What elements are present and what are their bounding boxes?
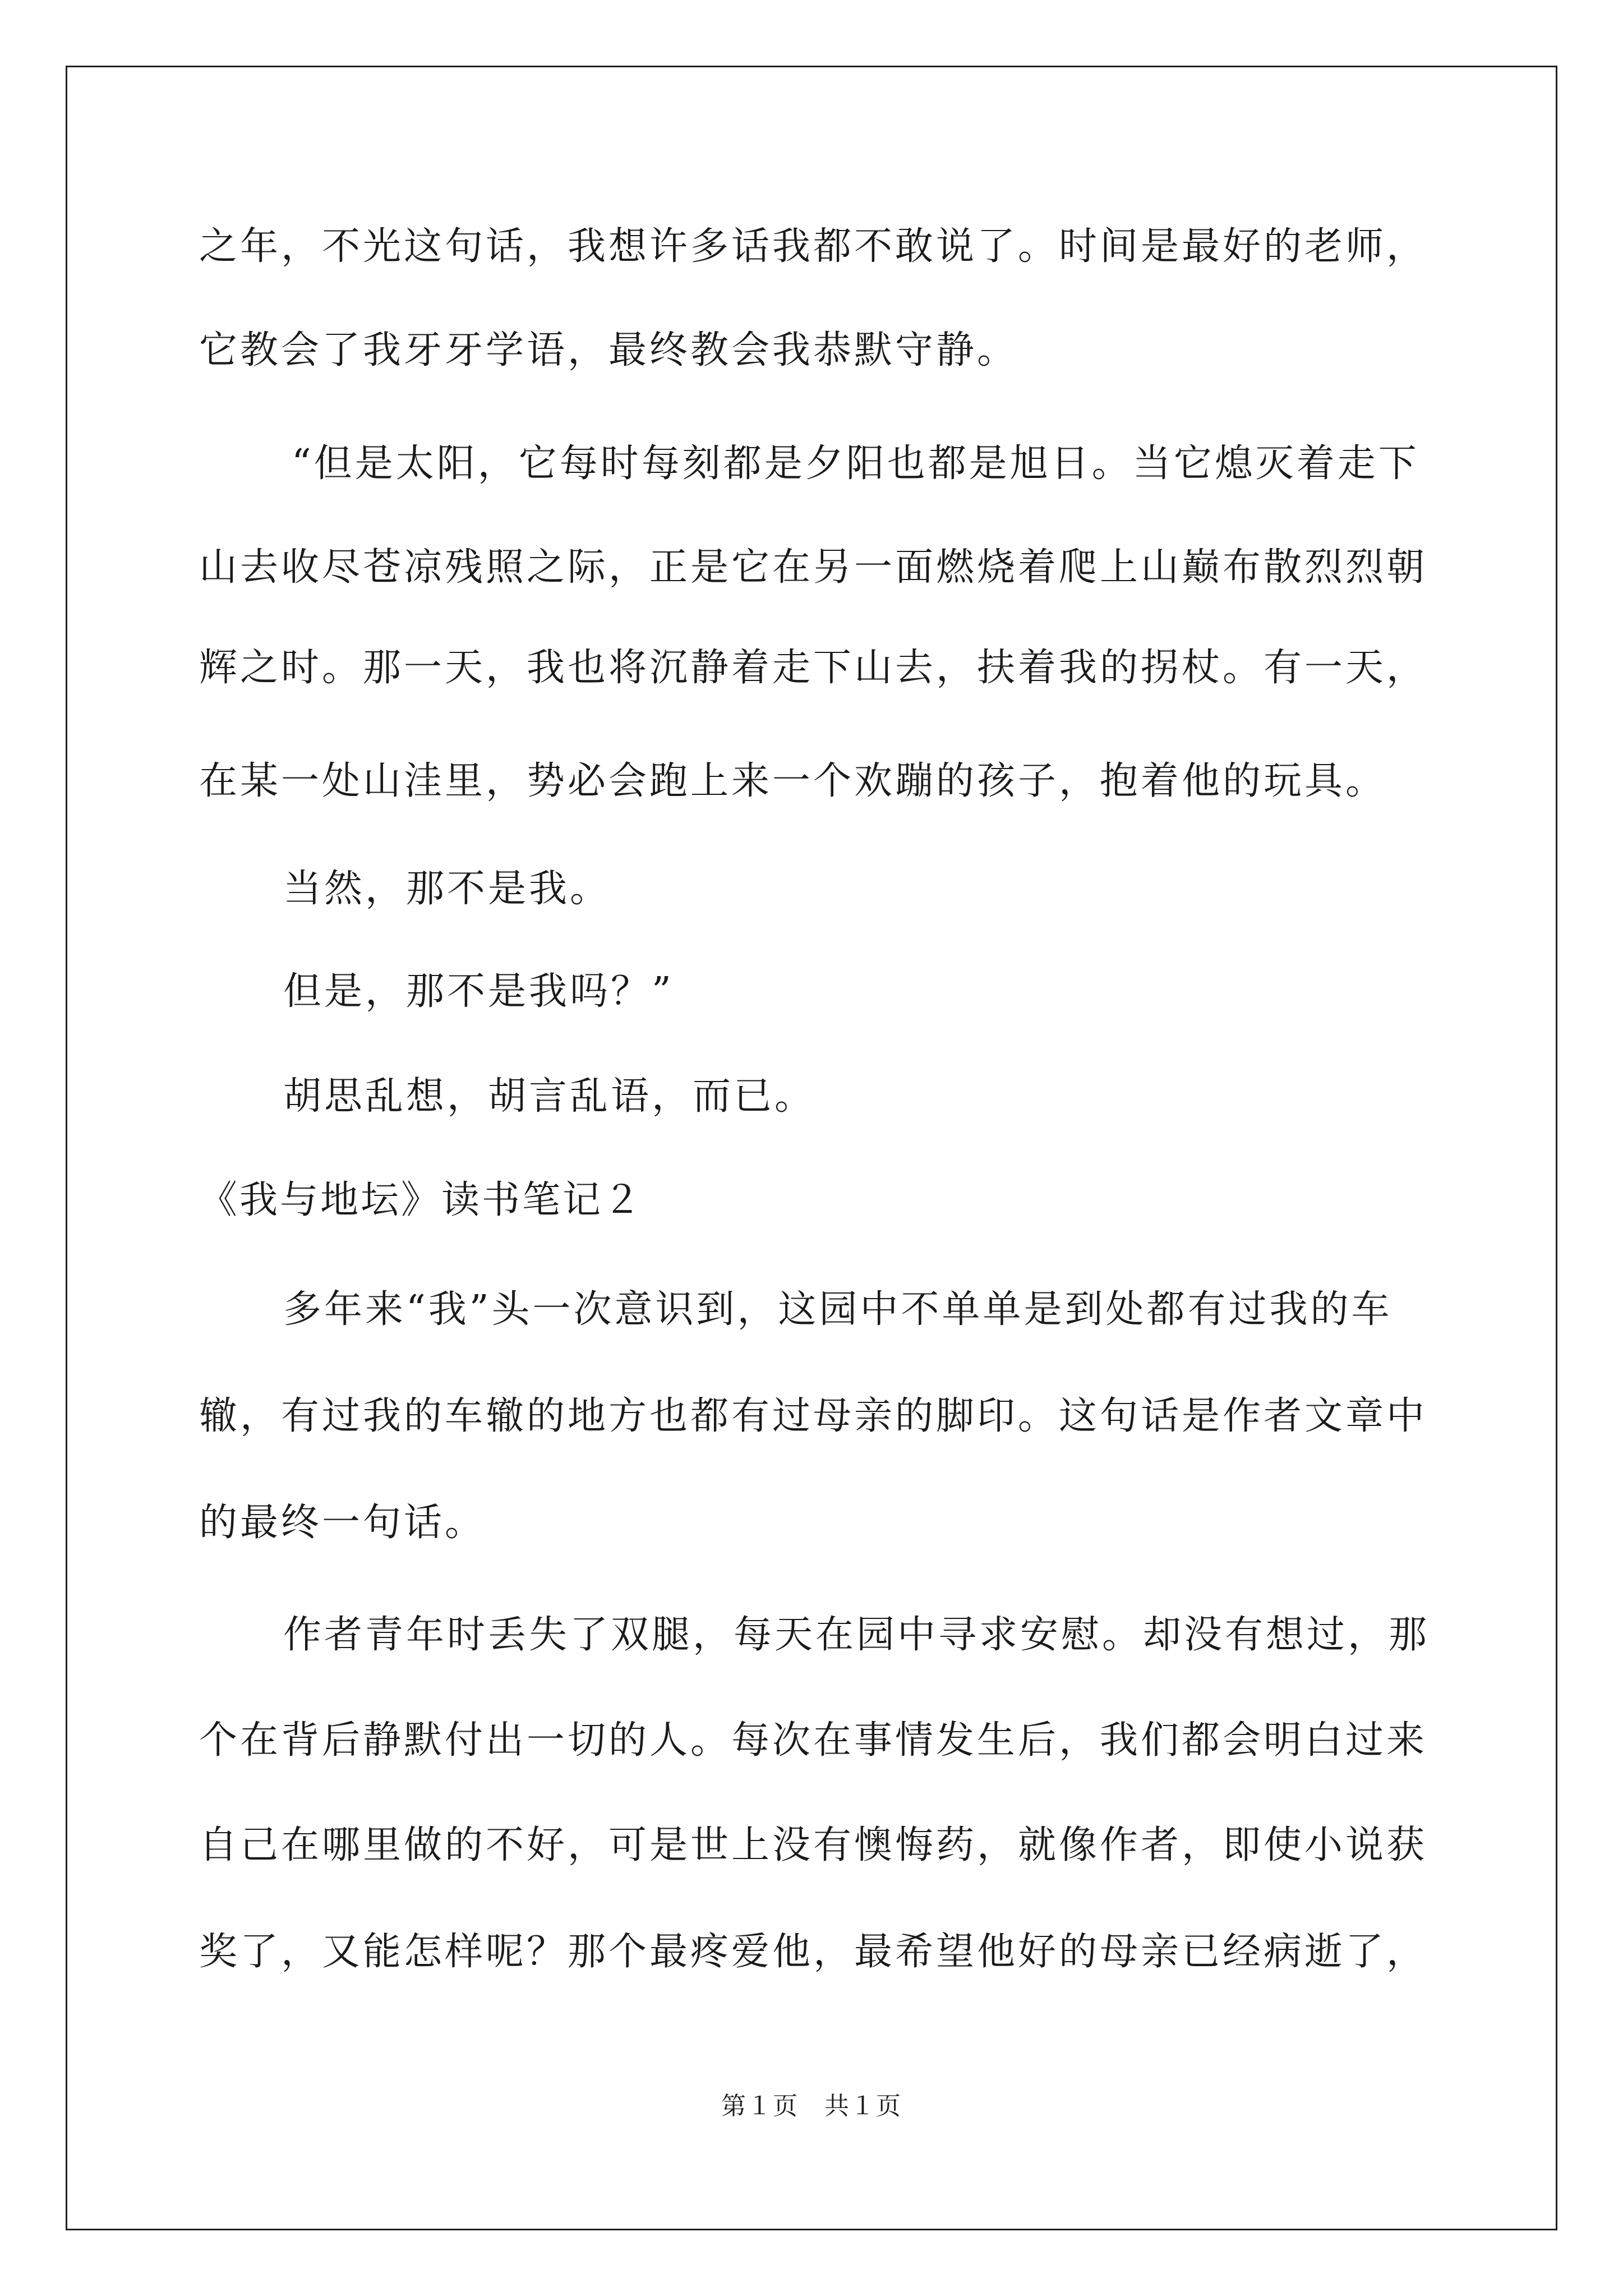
text-line: 胡思乱想，胡言乱语，而已。 [283, 1074, 816, 1119]
text-line: 辉之时。那一天，我也将沉静着走下山去，扶着我的拐杖。有一天， [199, 646, 1428, 690]
page-border [66, 66, 1557, 2230]
text-line: 在某一处山洼里，势必会跑上来一个欢蹦的孩子，抱着他的玩具。 [199, 759, 1387, 803]
text-line: 但是，那不是我吗？” [283, 969, 674, 1014]
text-line: 山去收尽苍凉残照之际，正是它在另一面燃烧着爬上山巅布散烈烈朝 [199, 545, 1428, 590]
section-heading: 《我与地坛》读书笔记２ [199, 1178, 644, 1222]
text-line: 多年来“我”头一次意识到，这园中不单单是到处都有过我的车 [283, 1287, 1393, 1332]
text-line: 作者青年时丢失了双腿，每天在园中寻求安慰。却没有想过，那 [283, 1613, 1430, 1657]
text-line: 辙，有过我的车辙的地方也都有过母亲的脚印。这句话是作者文章中 [199, 1394, 1428, 1438]
text-line: 的最终一句话。 [199, 1501, 486, 1545]
page-footer: 第１页 共１页 [721, 2092, 902, 2120]
text-line: 自己在哪里做的不好，可是世上没有懊悔药，就像作者，即使小说获 [199, 1823, 1428, 1867]
text-line: 个在背后静默付出一切的人。每次在事情发生后，我们都会明白过来 [199, 1718, 1428, 1763]
text-line: 它教会了我牙牙学语，最终教会我恭默守静。 [199, 328, 1018, 372]
text-line: 奖了，又能怎样呢？那个最疼爱他，最希望他好的母亲已经病逝了， [199, 1930, 1428, 1974]
text-line: 当然，那不是我。 [283, 867, 611, 911]
text-line: 之年，不光这句话，我想许多话我都不敢说了。时间是最好的老师， [199, 224, 1428, 269]
text-line: “但是太阳，它每时每刻都是夕阳也都是旭日。当它熄灭着走下 [292, 441, 1419, 486]
